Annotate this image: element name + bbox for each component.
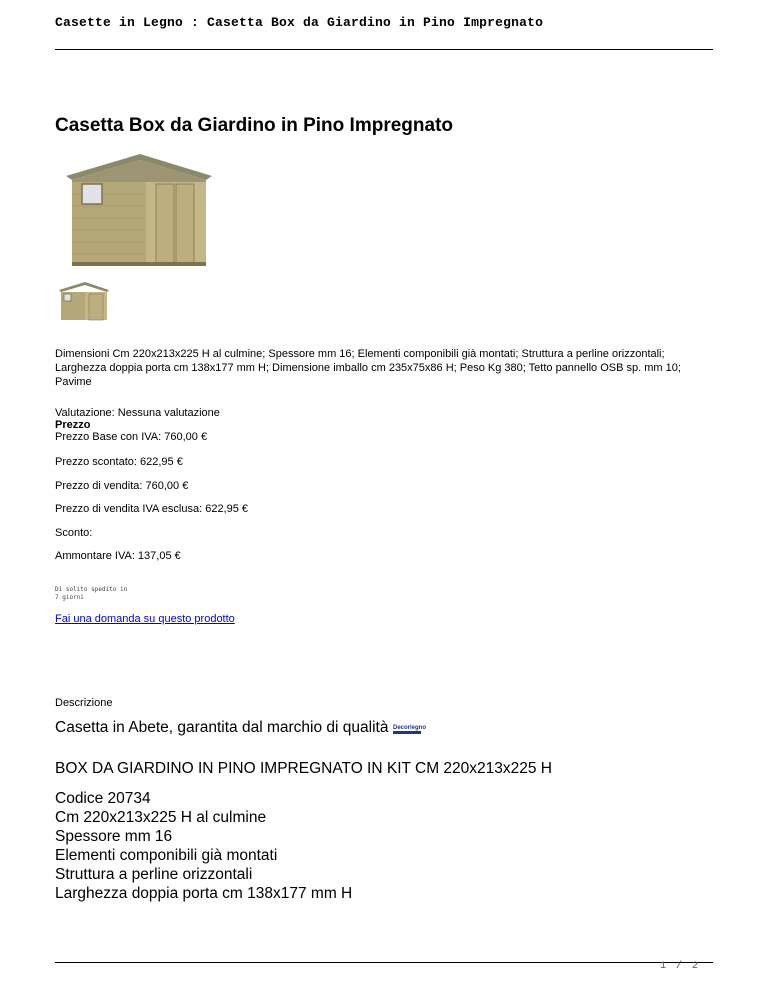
shipping-line-1: Di solito spedito in <box>55 586 128 593</box>
kit-title: BOX DA GIARDINO IN PINO IMPREGNATO IN KIT CM 220x213x225 H <box>55 760 552 777</box>
shipping-line-2: 7 giorni <box>55 594 84 601</box>
spec-item: Larghezza doppia porta cm 138x177 mm H <box>55 885 353 902</box>
spec-item: Struttura a perline orizzontali <box>55 866 253 883</box>
document-header: Casette in Legno : Casetta Box da Giardino in Pino Impregnato <box>55 15 544 30</box>
header-divider <box>55 49 713 50</box>
spec-item: Elementi componibili già montati <box>55 847 278 864</box>
rating-and-price <box>55 407 220 443</box>
product-thumbnail[interactable] <box>57 280 111 322</box>
product-image[interactable] <box>62 150 214 270</box>
sale-price-ex-vat: Prezzo di vendita IVA esclusa: 622,95 € <box>55 503 249 515</box>
ask-question-link[interactable]: Fai una domanda su questo prodotto <box>55 613 235 625</box>
spec-item: Spessore mm 16 <box>55 828 173 845</box>
price-heading: Prezzo <box>55 419 91 431</box>
product-title: Casetta Box da Giardino in Pino Impregnato <box>55 115 453 136</box>
base-price: Prezzo Base con IVA: 760,00 € <box>55 431 208 443</box>
decorlegno-logo <box>392 722 427 736</box>
discounted-price: Prezzo scontato: 622,95 € <box>55 456 183 468</box>
quality-text: Casetta in Abete, garantita dal marchio di qualità <box>55 719 389 736</box>
page-number: 1 / 2 <box>659 961 700 972</box>
discount: Sconto: <box>55 527 93 539</box>
shipping-info <box>55 586 127 602</box>
description-heading: Descrizione <box>55 697 113 709</box>
vat-amount: Ammontare IVA: 137,05 € <box>55 550 181 562</box>
svg-text:Decorlegno: Decorlegno <box>393 725 427 731</box>
spec-item: Codice 20734 <box>55 790 151 807</box>
quality-line <box>55 719 427 737</box>
sale-price: Prezzo di vendita: 760,00 € <box>55 480 189 492</box>
spec-list <box>55 789 352 903</box>
rating-text: Valutazione: Nessuna valutazione <box>55 407 220 419</box>
short-description: Dimensioni Cm 220x213x225 H al culmine; Spessore mm 16; Elementi componibili già montati; Struttura a perline orizzontali; Larghezza doppia porta cm 138x177 mm H; Dimensione imballo cm 235x75x86 H; Peso Kg 380; Tetto pannello OSB sp. mm 10; Pavime <box>55 348 681 388</box>
footer-divider <box>55 962 713 963</box>
spec-item: Cm 220x213x225 H al culmine <box>55 809 267 826</box>
